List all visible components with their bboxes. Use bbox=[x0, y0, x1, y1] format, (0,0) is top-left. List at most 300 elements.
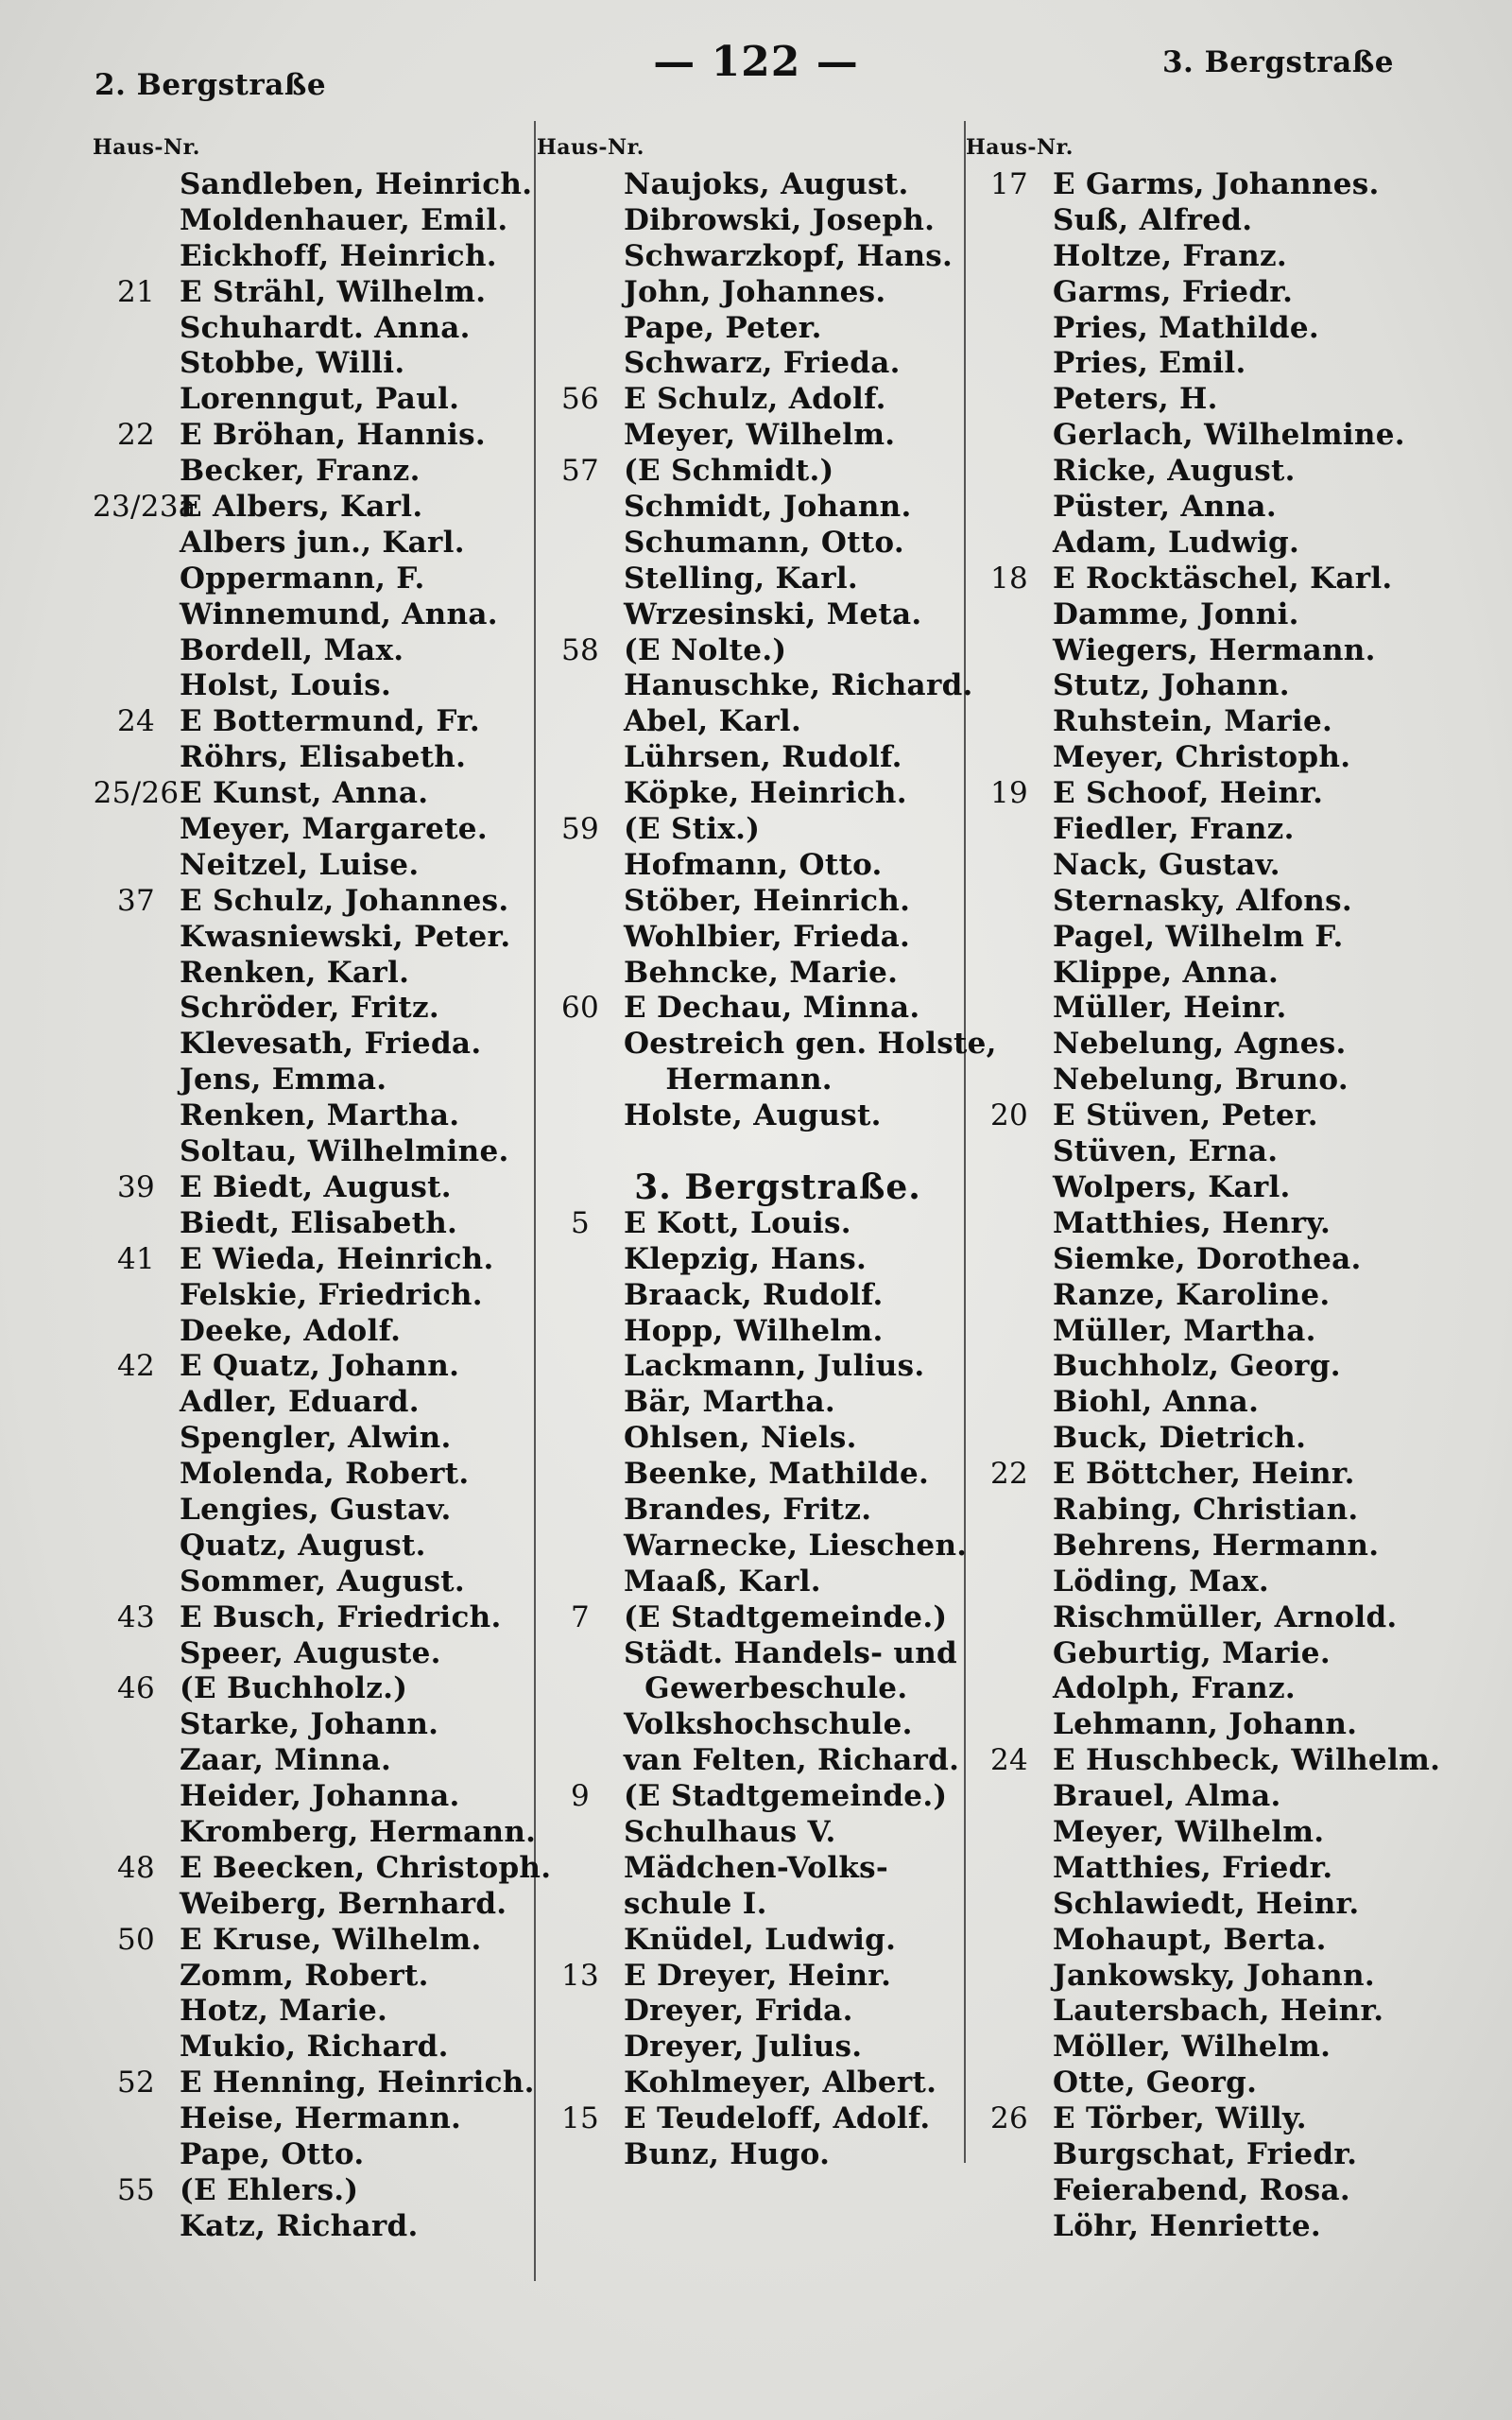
resident-name: E Dechau, Minna. bbox=[624, 991, 920, 1026]
directory-entry bbox=[93, 1027, 565, 1063]
resident-name: Renken, Martha. bbox=[180, 1098, 460, 1133]
resident-name: (E Buchholz.) bbox=[180, 1671, 408, 1706]
house-number bbox=[537, 740, 624, 776]
resident-name: Fiedler, Franz. bbox=[1053, 812, 1295, 847]
directory-entry bbox=[966, 991, 1481, 1027]
resident-name: E Schulz, Adolf. bbox=[624, 382, 886, 417]
header-left-street: 2. Bergstraße bbox=[94, 68, 327, 102]
directory-entry bbox=[93, 382, 565, 418]
resident-name: Schmidt, Johann. bbox=[624, 490, 912, 525]
house-number bbox=[966, 1278, 1053, 1314]
house-number bbox=[537, 167, 624, 203]
directory-entry bbox=[966, 1994, 1481, 2030]
house-number bbox=[966, 1529, 1053, 1564]
house-number bbox=[537, 1349, 624, 1385]
directory-entry bbox=[966, 668, 1481, 704]
resident-name: E Kruse, Wilhelm. bbox=[180, 1922, 482, 1957]
directory-entry bbox=[93, 1743, 565, 1779]
house-number bbox=[93, 2030, 180, 2066]
directory-entry bbox=[537, 1063, 1019, 1098]
house-number bbox=[537, 346, 624, 382]
house-number bbox=[93, 1743, 180, 1779]
resident-name: Wohlbier, Frieda. bbox=[624, 919, 911, 954]
resident-name: Pape, Otto. bbox=[180, 2136, 365, 2171]
house-number bbox=[966, 633, 1053, 669]
directory-entry bbox=[966, 454, 1481, 490]
resident-name: Pagel, Wilhelm F. bbox=[1053, 919, 1344, 954]
directory-entry bbox=[966, 490, 1481, 526]
resident-name: Knüdel, Ludwig. bbox=[624, 1922, 897, 1957]
resident-name: Dibrowski, Joseph. bbox=[624, 202, 936, 237]
house-number bbox=[93, 167, 180, 203]
resident-name: Suß, Alfred. bbox=[1053, 202, 1253, 237]
directory-entry bbox=[966, 920, 1481, 956]
directory-entry bbox=[966, 2173, 1481, 2209]
resident-name: Lorenngut, Paul. bbox=[180, 382, 460, 417]
house-number bbox=[537, 418, 624, 454]
house-number bbox=[537, 311, 624, 347]
directory-entry bbox=[93, 1994, 565, 2030]
house-number bbox=[93, 1493, 180, 1529]
directory-entry bbox=[966, 562, 1481, 597]
resident-name: Lackmann, Julius. bbox=[624, 1349, 925, 1384]
resident-name: Mädchen-Volks- bbox=[624, 1850, 889, 1885]
resident-name: Stüven, Erna. bbox=[1053, 1134, 1279, 1169]
directory-entry bbox=[93, 633, 565, 669]
directory-entry bbox=[537, 203, 1019, 239]
resident-name: Meyer, Margarete. bbox=[180, 812, 488, 847]
resident-name: Renken, Karl. bbox=[180, 955, 410, 990]
resident-name: Winnemund, Anna. bbox=[180, 596, 498, 631]
directory-entry bbox=[93, 1959, 565, 1995]
house-number bbox=[93, 740, 180, 776]
house-number: 26 bbox=[989, 2101, 1029, 2136]
resident-name: Köpke, Heinrich. bbox=[624, 776, 907, 811]
house-number bbox=[966, 526, 1053, 562]
directory-entry bbox=[93, 2137, 565, 2173]
directory-entry bbox=[537, 991, 1019, 1027]
column-rows bbox=[93, 167, 565, 2245]
directory-entry bbox=[93, 597, 565, 633]
resident-name: Bunz, Hugo. bbox=[624, 2136, 831, 2171]
resident-name: Schuhardt. Anna. bbox=[180, 310, 471, 345]
directory-entry bbox=[966, 1815, 1481, 1851]
column-rows bbox=[966, 167, 1481, 2245]
resident-name: Abel, Karl. bbox=[624, 704, 802, 739]
resident-name: Burgschat, Friedr. bbox=[1053, 2136, 1358, 2171]
directory-entry bbox=[966, 418, 1481, 454]
house-number bbox=[537, 1887, 624, 1923]
house-number bbox=[93, 1959, 180, 1995]
directory-entry bbox=[537, 526, 1019, 562]
house-number bbox=[966, 1959, 1053, 1995]
resident-name: Molenda, Robert. bbox=[180, 1457, 470, 1492]
directory-entry bbox=[966, 884, 1481, 920]
house-number bbox=[966, 1707, 1053, 1743]
directory-entry bbox=[537, 740, 1019, 776]
directory-entry bbox=[93, 2209, 565, 2245]
directory-entry bbox=[966, 740, 1481, 776]
resident-name: E Wieda, Heinrich. bbox=[180, 1241, 494, 1276]
directory-entry bbox=[966, 1421, 1481, 1457]
resident-name: Soltau, Wilhelmine. bbox=[180, 1134, 509, 1169]
house-number bbox=[93, 1815, 180, 1851]
house-number bbox=[537, 1743, 624, 1779]
house-number bbox=[93, 239, 180, 275]
house-number bbox=[537, 1134, 624, 1170]
resident-name: Weiberg, Bernhard. bbox=[180, 1886, 507, 1921]
resident-name: E Busch, Friedrich. bbox=[180, 1599, 502, 1634]
house-number bbox=[966, 704, 1053, 740]
directory-entry bbox=[537, 704, 1019, 740]
resident-name: Sternasky, Alfons. bbox=[1053, 883, 1352, 918]
directory-entry bbox=[537, 275, 1019, 311]
house-number: 42 bbox=[116, 1349, 156, 1384]
house-number bbox=[537, 1851, 624, 1887]
house-number bbox=[93, 1636, 180, 1672]
resident-name: (E Stadtgemeinde.) bbox=[624, 1599, 948, 1634]
directory-entry bbox=[537, 1671, 1019, 1707]
resident-name: Behrens, Hermann. bbox=[1053, 1528, 1380, 1563]
resident-name: Rischmüller, Arnold. bbox=[1053, 1599, 1398, 1634]
house-number bbox=[537, 1493, 624, 1529]
resident-name: Holst, Louis. bbox=[180, 668, 392, 703]
resident-name: Meyer, Wilhelm. bbox=[1053, 1814, 1325, 1849]
directory-entry bbox=[537, 1851, 1019, 1887]
house-number bbox=[966, 1851, 1053, 1887]
resident-name: E Biedt, August. bbox=[180, 1169, 452, 1204]
house-number bbox=[537, 848, 624, 884]
house-number bbox=[966, 1314, 1053, 1350]
house-number bbox=[93, 920, 180, 956]
house-number bbox=[966, 1134, 1053, 1170]
house-number bbox=[537, 2137, 624, 2173]
resident-name: Stobbe, Willi. bbox=[180, 346, 405, 381]
resident-name: Lengies, Gustav. bbox=[180, 1492, 452, 1527]
resident-name: Gerlach, Wilhelmine. bbox=[1053, 418, 1405, 453]
directory-entry bbox=[93, 1134, 565, 1170]
house-number: 19 bbox=[989, 776, 1029, 811]
house-number: 7 bbox=[570, 1599, 591, 1634]
house-number bbox=[537, 203, 624, 239]
directory-column-2 bbox=[537, 128, 1019, 2173]
resident-name: Biohl, Anna. bbox=[1053, 1385, 1260, 1420]
resident-name: Hanuschke, Richard. bbox=[624, 668, 973, 703]
house-number bbox=[966, 991, 1053, 1027]
house-number: 24 bbox=[116, 704, 156, 739]
house-number bbox=[966, 1923, 1053, 1959]
directory-entry bbox=[537, 812, 1019, 848]
resident-name: schule I. bbox=[624, 1886, 767, 1921]
directory-entry bbox=[966, 1959, 1481, 1995]
resident-name: Oppermann, F. bbox=[180, 561, 425, 596]
resident-name: Dreyer, Frida. bbox=[624, 1994, 853, 2029]
directory-entry bbox=[537, 1493, 1019, 1529]
resident-name: Lautersbach, Heinr. bbox=[1053, 1994, 1384, 2029]
directory-entry bbox=[93, 239, 565, 275]
resident-name: Wiegers, Hermann. bbox=[1053, 632, 1376, 667]
resident-name: Bär, Martha. bbox=[624, 1385, 836, 1420]
house-number bbox=[93, 991, 180, 1027]
directory-entry bbox=[537, 776, 1019, 812]
directory-entry bbox=[966, 704, 1481, 740]
house-number bbox=[966, 668, 1053, 704]
house-number bbox=[537, 597, 624, 633]
directory-entry bbox=[537, 1529, 1019, 1564]
directory-entry bbox=[966, 1134, 1481, 1170]
directory-entry bbox=[93, 1815, 565, 1851]
house-number: 5 bbox=[570, 1205, 591, 1240]
resident-name: Wrzesinski, Meta. bbox=[624, 596, 922, 631]
directory-entry bbox=[93, 1887, 565, 1923]
house-number bbox=[966, 2173, 1053, 2209]
house-number: 55 bbox=[116, 2172, 156, 2207]
directory-entry bbox=[966, 1493, 1481, 1529]
house-number bbox=[93, 1063, 180, 1098]
directory-entry bbox=[537, 311, 1019, 347]
house-number bbox=[966, 740, 1053, 776]
house-number bbox=[93, 562, 180, 597]
house-number: 48 bbox=[116, 1850, 156, 1885]
house-number bbox=[966, 2137, 1053, 2173]
directory-entry bbox=[966, 1457, 1481, 1493]
house-number bbox=[966, 1887, 1053, 1923]
resident-name: Buchholz, Georg. bbox=[1053, 1349, 1341, 1384]
resident-name: Mohaupt, Berta. bbox=[1053, 1922, 1327, 1957]
house-number bbox=[966, 1063, 1053, 1098]
directory-entry bbox=[537, 597, 1019, 633]
resident-name: Speer, Auguste. bbox=[180, 1635, 441, 1670]
resident-name: E Rocktäschel, Karl. bbox=[1053, 561, 1393, 596]
directory-entry bbox=[537, 1278, 1019, 1314]
house-number bbox=[93, 812, 180, 848]
resident-name: Spengler, Alwin. bbox=[180, 1421, 452, 1456]
directory-entry bbox=[93, 203, 565, 239]
house-number bbox=[537, 1027, 624, 1063]
resident-name: Stutz, Johann. bbox=[1053, 668, 1290, 703]
house-number bbox=[93, 346, 180, 382]
directory-entry bbox=[537, 1636, 1019, 1672]
directory-entry bbox=[93, 704, 565, 740]
house-number: 57 bbox=[560, 454, 600, 489]
resident-name: Matthies, Friedr. bbox=[1053, 1850, 1333, 1885]
house-number bbox=[537, 1923, 624, 1959]
house-number: 41 bbox=[116, 1241, 156, 1276]
directory-entry bbox=[537, 1314, 1019, 1350]
directory-entry bbox=[966, 1600, 1481, 1636]
house-number: 22 bbox=[116, 418, 156, 453]
resident-name: Müller, Heinr. bbox=[1053, 991, 1287, 1026]
directory-entry bbox=[93, 1385, 565, 1421]
house-number bbox=[966, 382, 1053, 418]
house-number bbox=[93, 1457, 180, 1493]
house-number bbox=[93, 526, 180, 562]
section-heading bbox=[537, 1167, 1019, 1207]
directory-entry bbox=[966, 1063, 1481, 1098]
resident-name: Möller, Wilhelm. bbox=[1053, 2030, 1332, 2065]
house-number bbox=[966, 418, 1053, 454]
house-number bbox=[966, 275, 1053, 311]
resident-name: Maaß, Karl. bbox=[624, 1564, 821, 1599]
house-number bbox=[93, 1994, 180, 2030]
house-number bbox=[537, 920, 624, 956]
resident-name: Jankowsky, Johann. bbox=[1053, 1958, 1375, 1993]
resident-name: Nebelung, Bruno. bbox=[1053, 1063, 1349, 1098]
directory-entry bbox=[537, 1959, 1019, 1995]
house-number bbox=[966, 239, 1053, 275]
house-number bbox=[966, 346, 1053, 382]
house-number bbox=[537, 1242, 624, 1278]
resident-name: Adler, Eduard. bbox=[180, 1385, 420, 1420]
directory-entry bbox=[93, 1349, 565, 1385]
house-number bbox=[966, 2209, 1053, 2245]
resident-name: E Böttcher, Heinr. bbox=[1053, 1457, 1355, 1492]
house-number bbox=[537, 1385, 624, 1421]
resident-name: Siemke, Dorothea. bbox=[1053, 1241, 1362, 1276]
resident-name: Heider, Johanna. bbox=[180, 1779, 460, 1814]
directory-entry bbox=[93, 1242, 565, 1278]
directory-entry bbox=[966, 2066, 1481, 2101]
resident-name: Wolpers, Karl. bbox=[1053, 1169, 1291, 1204]
directory-entry bbox=[93, 418, 565, 454]
house-number bbox=[93, 311, 180, 347]
directory-entry bbox=[93, 454, 565, 490]
house-number bbox=[966, 1636, 1053, 1672]
directory-entry bbox=[966, 1564, 1481, 1600]
directory-entry bbox=[966, 1743, 1481, 1779]
hausnr-label: Haus-Nr. bbox=[537, 135, 644, 160]
resident-name: Schröder, Fritz. bbox=[180, 991, 439, 1026]
house-number bbox=[966, 884, 1053, 920]
directory-entry bbox=[537, 1457, 1019, 1493]
directory-entry bbox=[966, 1027, 1481, 1063]
directory-entry bbox=[537, 167, 1019, 203]
directory-entry bbox=[93, 1600, 565, 1636]
directory-entry bbox=[93, 1564, 565, 1600]
directory-entry bbox=[93, 490, 565, 526]
directory-entry bbox=[93, 1923, 565, 1959]
directory-entry bbox=[966, 311, 1481, 347]
house-number bbox=[966, 1493, 1053, 1529]
directory-entry bbox=[93, 1314, 565, 1350]
resident-name: E Kott, Louis. bbox=[624, 1205, 851, 1240]
resident-name: Dreyer, Julius. bbox=[624, 2030, 863, 2065]
directory-entry bbox=[537, 848, 1019, 884]
house-number bbox=[966, 454, 1053, 490]
house-number bbox=[537, 884, 624, 920]
resident-name: Oestreich gen. Holste, bbox=[624, 1027, 997, 1062]
page-header bbox=[0, 38, 1512, 102]
header-right-street: 3. Bergstraße bbox=[1161, 45, 1394, 79]
directory-entry bbox=[537, 1098, 1019, 1134]
directory-entry bbox=[93, 776, 565, 812]
house-number bbox=[537, 275, 624, 311]
directory-entry bbox=[93, 1421, 565, 1457]
directory-entry bbox=[966, 1385, 1481, 1421]
directory-entry bbox=[966, 526, 1481, 562]
resident-name: Otte, Georg. bbox=[1053, 2066, 1258, 2100]
house-number bbox=[537, 2066, 624, 2101]
directory-entry bbox=[93, 848, 565, 884]
house-number bbox=[537, 1994, 624, 2030]
directory-entry bbox=[93, 1098, 565, 1134]
house-number bbox=[966, 956, 1053, 992]
resident-name: E Dreyer, Heinr. bbox=[624, 1958, 892, 1993]
resident-name: E Henning, Heinrich. bbox=[180, 2066, 535, 2100]
directory-entry bbox=[93, 956, 565, 992]
directory-entry bbox=[93, 1206, 565, 1242]
resident-name: Hopp, Wilhelm. bbox=[624, 1313, 884, 1348]
directory-entry bbox=[537, 1923, 1019, 1959]
directory-entry bbox=[93, 311, 565, 347]
directory-entry bbox=[537, 668, 1019, 704]
resident-name: Brauel, Alma. bbox=[1053, 1779, 1281, 1814]
resident-name: Zomm, Robert. bbox=[180, 1958, 429, 1993]
resident-name: Schwarzkopf, Hans. bbox=[624, 238, 954, 273]
house-number bbox=[966, 1779, 1053, 1815]
house-number bbox=[93, 1027, 180, 1063]
house-number bbox=[966, 1206, 1053, 1242]
resident-name: Braack, Rudolf. bbox=[624, 1277, 884, 1312]
directory-entry bbox=[966, 1278, 1481, 1314]
resident-name: (E Ehlers.) bbox=[180, 2172, 359, 2207]
house-number bbox=[966, 1564, 1053, 1600]
house-number: 15 bbox=[560, 2101, 600, 2136]
house-number: 52 bbox=[116, 2066, 156, 2100]
directory-entry bbox=[93, 1278, 565, 1314]
directory-entry bbox=[93, 346, 565, 382]
directory-entry bbox=[93, 668, 565, 704]
resident-name: Hotz, Marie. bbox=[180, 1994, 388, 2029]
resident-name: Städt. Handels- und bbox=[624, 1635, 958, 1670]
directory-entry bbox=[966, 812, 1481, 848]
house-number bbox=[537, 1707, 624, 1743]
house-number bbox=[537, 562, 624, 597]
resident-name: E Schoof, Heinr. bbox=[1053, 776, 1324, 811]
resident-name: Biedt, Elisabeth. bbox=[180, 1205, 458, 1240]
house-number: 18 bbox=[989, 561, 1029, 596]
directory-entry bbox=[93, 1170, 565, 1206]
house-number: 46 bbox=[116, 1671, 156, 1706]
house-number: 20 bbox=[989, 1098, 1029, 1133]
resident-name: Ruhstein, Marie. bbox=[1053, 704, 1333, 739]
resident-name: Schulhaus V. bbox=[624, 1814, 836, 1849]
house-number bbox=[537, 1636, 624, 1672]
directory-entry bbox=[966, 1779, 1481, 1815]
house-number bbox=[93, 1779, 180, 1815]
resident-name: Albers jun., Karl. bbox=[180, 525, 465, 560]
resident-name: (E Stix.) bbox=[624, 812, 761, 847]
resident-name: Buck, Dietrich. bbox=[1053, 1421, 1307, 1456]
house-number: 39 bbox=[116, 1169, 156, 1204]
directory-entry bbox=[966, 275, 1481, 311]
house-number bbox=[93, 956, 180, 992]
directory-entry bbox=[966, 346, 1481, 382]
directory-entry bbox=[966, 848, 1481, 884]
house-number bbox=[966, 1994, 1053, 2030]
resident-name: Behncke, Marie. bbox=[624, 955, 899, 990]
house-number bbox=[93, 1314, 180, 1350]
resident-name: Adam, Ludwig. bbox=[1053, 525, 1300, 560]
resident-name: Hofmann, Otto. bbox=[624, 847, 883, 882]
house-number bbox=[93, 1206, 180, 1242]
resident-name: Sommer, August. bbox=[180, 1564, 465, 1599]
resident-name: John, Johannes. bbox=[624, 274, 886, 309]
resident-name: Zaar, Minna. bbox=[180, 1743, 392, 1778]
resident-name bbox=[624, 1134, 1019, 1170]
house-number bbox=[93, 1134, 180, 1170]
house-number: 60 bbox=[560, 991, 600, 1026]
